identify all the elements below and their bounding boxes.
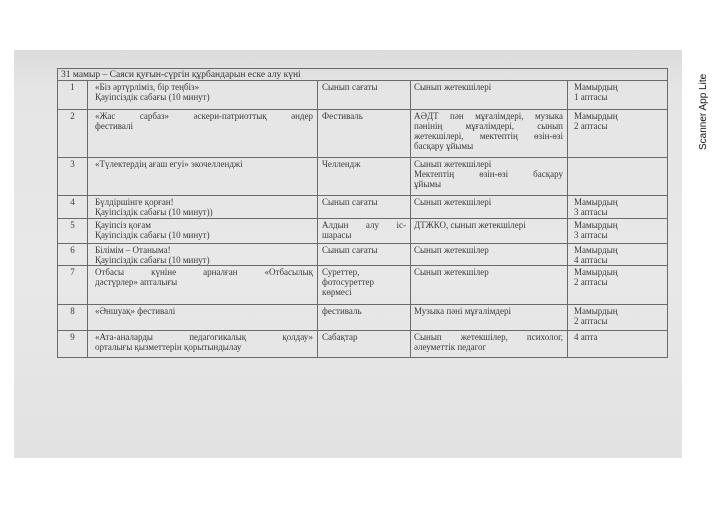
period-line: 2 аптасы	[574, 277, 608, 287]
form-line: Сынып сағаты	[322, 197, 378, 207]
event-line: фестивалі	[95, 121, 133, 131]
form-line: Сынып сағаты	[322, 82, 378, 92]
responsible-cell	[411, 110, 568, 158]
event-cell	[88, 266, 318, 305]
table-row	[58, 266, 668, 305]
event-line: Қауіпсіз қоғам	[95, 220, 151, 230]
responsible-line: Музыка пәні мұғалімдері	[414, 306, 511, 316]
responsible-cell	[411, 81, 568, 110]
event-line: «Біз әртүрліміз, бір теңбіз»	[95, 82, 200, 92]
event-line: Бүлдіршінге қорған!	[95, 197, 174, 207]
form-line: фестиваль	[322, 306, 362, 316]
event-cell	[88, 110, 318, 158]
table-row	[58, 196, 668, 219]
table-row	[58, 331, 668, 358]
form-cell	[318, 266, 411, 305]
event-cell	[88, 244, 318, 266]
row-number: 2	[58, 110, 88, 158]
event-cell	[88, 219, 318, 244]
responsible-line: Сынып жетекшілері	[414, 159, 492, 169]
period-cell	[568, 305, 668, 331]
period-cell	[568, 266, 668, 305]
responsible-line: Сынып жетекшілер, психолог,	[414, 332, 563, 342]
form-line: Сабақтар	[322, 332, 358, 342]
period-line: Мамырдың	[574, 267, 618, 277]
form-cell	[318, 81, 411, 110]
period-line: 2 аптасы	[574, 316, 608, 326]
table-row	[58, 110, 668, 158]
event-line: «Әншуақ» фестивалі	[95, 306, 176, 316]
event-cell	[88, 158, 318, 196]
form-line: фотосуреттер	[322, 277, 374, 287]
period-line: 4 апта	[574, 332, 598, 342]
table-header: 31 мамыр – Саяси қуғын-сүргін құрбандарын еске алу күні	[58, 69, 668, 81]
period-cell	[568, 244, 668, 266]
table-header-row	[58, 69, 668, 81]
table-row	[58, 244, 668, 266]
responsible-line: басқару ұйымы	[414, 141, 474, 151]
event-line: Қауіпсіздік сабағы (10 минут)	[95, 92, 210, 102]
form-line: шарасы	[322, 230, 352, 240]
responsible-cell	[411, 331, 568, 358]
responsible-cell	[411, 219, 568, 244]
period-line: Мамырдың	[574, 197, 618, 207]
event-line: Қауіпсіздік сабағы (10 минут))	[95, 207, 213, 217]
period-line: Мамырдың	[574, 306, 618, 316]
event-line: Қауіпсіздік сабағы (10 минут)	[95, 255, 210, 265]
form-line: Сынып сағаты	[322, 245, 378, 255]
period-line: 4 аптасы	[574, 255, 608, 265]
responsible-line: пәнінің мұғалімдері, сынып	[414, 121, 563, 131]
row-number: 6	[58, 244, 88, 266]
responsible-line: Сынып жетекшілер	[414, 245, 489, 255]
event-line: Білімім – Отаныма!	[95, 245, 171, 255]
period-cell	[568, 219, 668, 244]
form-line: Фестиваль	[322, 111, 363, 121]
form-line: Суреттер,	[322, 267, 360, 277]
row-number: 3	[58, 158, 88, 196]
form-cell	[318, 110, 411, 158]
event-line: Қауіпсіздік сабағы (10 минут)	[95, 230, 210, 240]
responsible-cell	[411, 244, 568, 266]
period-line: 3 аптасы	[574, 207, 608, 217]
responsible-line: жетекшілері, мектептің өзін-өзі	[414, 131, 563, 141]
table-row	[58, 158, 668, 196]
responsible-line: Сынып жетекшілері	[414, 197, 492, 207]
responsible-line: әлеуметтік педагог	[414, 342, 487, 352]
row-number: 8	[58, 305, 88, 331]
form-line: Алдын алу іс-	[322, 220, 406, 230]
period-cell	[568, 196, 668, 219]
responsible-line: Сынып жетекшілері	[414, 82, 492, 92]
period-line: Мамырдың	[574, 82, 618, 92]
row-number: 7	[58, 266, 88, 305]
form-line: көрмесі	[322, 287, 352, 297]
form-cell	[318, 196, 411, 219]
row-number: 5	[58, 219, 88, 244]
period-line: 2 аптасы	[574, 121, 608, 131]
responsible-cell	[411, 196, 568, 219]
event-line: орталығы қызметтерін қорытындылау	[95, 342, 242, 352]
table-row	[58, 81, 668, 110]
row-number: 1	[58, 81, 88, 110]
form-cell	[318, 244, 411, 266]
event-line: «Ата-аналарды педагогикалық қолдау»	[95, 332, 313, 342]
responsible-line: ДТЖКО, сынып жетекшілері	[414, 220, 526, 230]
event-line: Отбасы күніне арналған «Отбасылық	[95, 267, 313, 277]
event-line: «Жас сарбаз» әскери-патриоттық әндер	[95, 111, 313, 121]
responsible-line: ұйымы	[414, 179, 442, 189]
period-line: 1 аптасы	[574, 92, 608, 102]
row-number: 4	[58, 196, 88, 219]
table-row	[58, 305, 668, 331]
form-cell	[318, 158, 411, 196]
period-cell	[568, 110, 668, 158]
event-cell	[88, 331, 318, 358]
responsible-cell	[411, 305, 568, 331]
form-cell	[318, 331, 411, 358]
event-line: дәстүрлер» апталығы	[95, 277, 178, 287]
form-line: Челлендж	[322, 159, 361, 169]
table-row	[58, 219, 668, 244]
period-line: Мамырдың	[574, 245, 618, 255]
responsible-cell	[411, 158, 568, 196]
responsible-cell	[411, 266, 568, 305]
event-line: «Түлектердің ағаш егуі» экочелленджі	[95, 159, 243, 169]
responsible-line: АӘДТ пән мұғалімдері, музыка	[414, 111, 563, 121]
event-cell	[88, 196, 318, 219]
period-line: 3 аптасы	[574, 230, 608, 240]
period-cell	[568, 331, 668, 358]
event-cell	[88, 81, 318, 110]
scanner-watermark: Scanner App Lite	[698, 73, 709, 150]
events-table	[57, 68, 668, 358]
row-number: 9	[58, 331, 88, 358]
period-cell	[568, 81, 668, 110]
responsible-line: Сынып жетекшілер	[414, 267, 489, 277]
form-cell	[318, 305, 411, 331]
responsible-line: Мектептің өзін-өзі басқару	[414, 169, 563, 179]
period-line: Мамырдың	[574, 220, 618, 230]
event-cell	[88, 305, 318, 331]
period-line: Мамырдың	[574, 111, 618, 121]
period-cell	[568, 158, 668, 196]
form-cell	[318, 219, 411, 244]
